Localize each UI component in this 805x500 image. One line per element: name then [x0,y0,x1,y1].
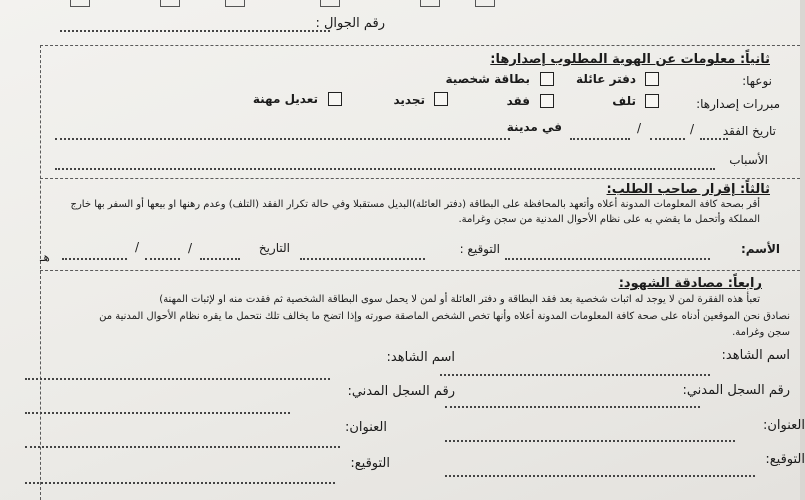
witness2-name-field[interactable] [25,378,330,380]
witness1-name-label: اسم الشاهد: [721,348,790,363]
hijri-suffix: هـ [40,250,50,264]
witness1-signature-label: التوقيع: [765,452,805,467]
witness2-address-field[interactable] [25,446,340,448]
damage-label: تلف [612,94,636,108]
loss-year-field[interactable] [570,138,630,140]
renewal-label: تجديد [393,93,425,107]
section-divider [40,45,800,46]
date-slash-3: / [188,241,193,255]
renewal-checkbox[interactable] [434,92,448,106]
section-divider [40,178,800,179]
section-divider [40,270,800,271]
mobile-label: رقم الجوال : [315,16,385,31]
witness-para-line1: نصادق نحن الموقعين أدناه على صحة كافة المعلومات المدونة أعلاه وأنها تخص الشخص الماصقة صورته وإذا اتضح ما يخالف تلك نتحمل ما يقره نظام الأحوال المدنية من [99,311,790,322]
city-label: في مدينة [506,120,562,134]
witness2-name-label: اسم الشاهد: [386,350,455,365]
reasons-text-label: الأسباب [729,153,768,167]
name-label: الأسم: [740,242,780,256]
witness2-signature-label: التوقيع: [350,456,390,471]
reasons-label: مبررات إصدارها: [696,97,780,111]
loss-month-field[interactable] [650,138,685,140]
section2-title: ثانياً: معلومات عن الهوية المطلوب إصدارها: [490,52,770,67]
date-slash-1: / [690,122,695,136]
id-card-checkbox[interactable] [540,72,554,86]
loss-date-label: تاريخ الفقد [722,124,776,138]
date-month-field[interactable] [145,258,180,260]
date-label: التاريخ [258,241,290,255]
witness1-address-label: العنوان: [762,418,805,433]
witness-note: تعبأ هذه الفقرة لمن لا يوجد له اثبات شخصية بعد فقد البطاقة و دفتر العائلة أو لمن لا يحمل سوى البطاقة الشخصية ثم فقدت منه او لإثبات المهنة) [159,294,760,305]
mobile-field[interactable] [60,30,330,32]
signature-field[interactable] [300,258,425,260]
witness1-address-field[interactable] [445,440,735,442]
declaration-line1: أقر بصحة كافة المعلومات المدونة أعلاه وأتعهد بالمحافظة على البطاقة (دفتر العائلة)البديل مستقبلا وفي حالة تكرار الفقد (التلف) وعدم رهنها او بيعها أو السفر بها خارج [70,199,760,210]
loss-day-field[interactable] [700,138,728,140]
date-slash-2: / [637,121,642,135]
family-book-checkbox[interactable] [645,72,659,86]
section4-title: رابعاً: مصادقة الشهود: [618,276,762,291]
date-day-field[interactable] [200,258,240,260]
family-book-label: دفتر عائلة [576,72,636,86]
witness2-civil-field[interactable] [25,412,290,414]
date-year-field[interactable] [62,258,127,260]
profession-change-checkbox[interactable] [328,92,342,106]
city-field[interactable] [55,138,510,140]
profession-change-label: تعديل مهنة [252,92,318,106]
declaration-line2: المملكة وأتحمل ما يقضي به على نظام الأحوال المدنية من سجن وغرامة. [458,214,760,225]
damage-checkbox[interactable] [645,94,659,108]
witness2-civil-label: رقم السجل المدني: [347,384,455,399]
witness-para-line2: سجن وغرامة. [732,327,790,338]
witness1-signature-field[interactable] [445,475,755,477]
type-label: نوعها: [742,74,772,88]
loss-label: فقد [506,94,530,108]
witness1-name-field[interactable] [440,374,710,376]
witness2-address-label: العنوان: [344,420,387,435]
witness1-civil-field[interactable] [445,406,700,408]
witness1-civil-label: رقم السجل المدني: [682,383,790,398]
id-card-label: بطاقة شخصية [445,72,530,86]
section3-title: ثالثاً: إقرار صاحب الطلب: [606,182,770,197]
name-field[interactable] [505,258,710,260]
signature-label: التوقيع : [459,242,500,256]
section-left-border [40,45,41,500]
reasons-field[interactable] [55,168,715,170]
witness2-signature-field[interactable] [25,482,335,484]
loss-checkbox[interactable] [540,94,554,108]
date-slash-4: / [135,240,140,254]
